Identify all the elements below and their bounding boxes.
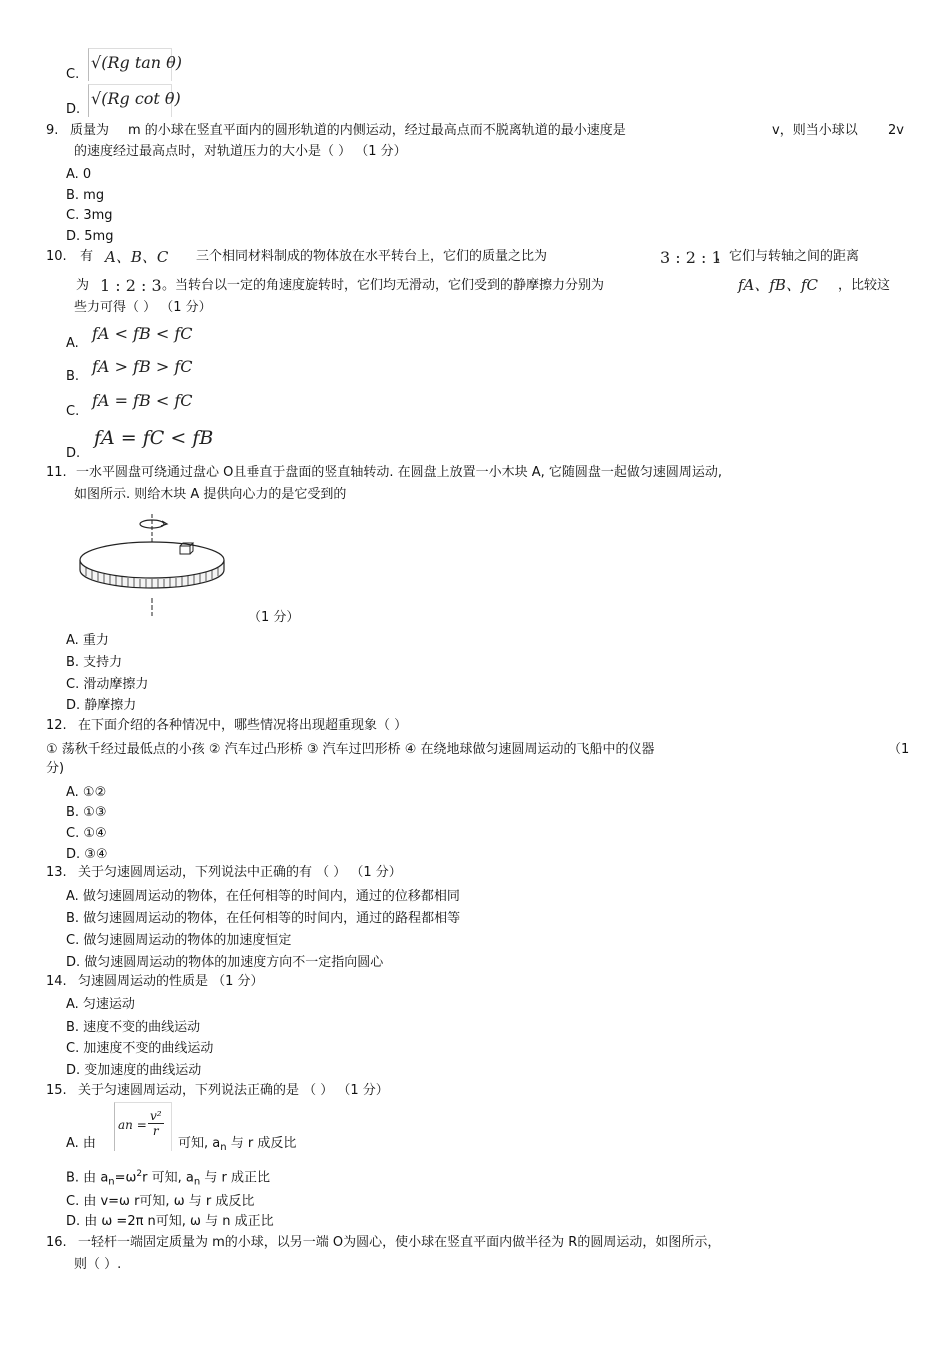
option-text-part: =ω (114, 1170, 137, 1186)
option: D. 由 ω =2π n可知, ω 与 n 成正比 (66, 1214, 274, 1229)
option: A. 重力 (66, 633, 109, 648)
option: B. 做匀速圆周运动的物体，在任何相等的时间内，通过的路程都相等 (66, 911, 461, 926)
question-text: 匀速圆周运动的性质是 （1 分） (78, 974, 264, 989)
option-label: C. (66, 67, 80, 82)
question-text: m 的小球在竖直平面内的圆形轨道的内侧运动，经过最高点而不脱离轨道的最小速度是 (128, 123, 626, 138)
option: D. 做匀速圆周运动的物体的加速度方向不一定指向圆心 (66, 955, 384, 970)
formula-text: 3 : 2 : 1 (660, 248, 722, 267)
option-text-part: 与 r 成正比 (200, 1170, 270, 1186)
subscript: n (220, 1142, 227, 1153)
question-text: 2v (888, 123, 904, 138)
question-text: 分) (46, 761, 65, 776)
wood-block (180, 546, 190, 554)
option: C. ①④ (66, 826, 107, 841)
formula-text: √(Rg cot θ) (91, 89, 181, 108)
formula-text: fA < fB < fC (92, 324, 193, 343)
question-number: 14. (46, 974, 67, 989)
question-text: 的速度经过最高点时，对轨道压力的大小是（ ） （1 分） (74, 144, 407, 159)
question-number: 9. (46, 123, 59, 138)
formula-text: √(Rg tan θ) (91, 53, 183, 72)
question-text: ① 荡秋千经过最低点的小孩 ② 汽车过凸形桥 ③ 汽车过凹形桥 ④ 在绕地球做匀速圆周运动的飞船中的仪器 (46, 742, 655, 757)
question-text: 有 (80, 249, 94, 264)
formula-image (88, 84, 181, 117)
question-number: 10. (46, 249, 67, 264)
formula-text: fA = fC < fB (94, 427, 214, 449)
option-text (178, 1135, 296, 1157)
formula-text: fA = fB < fC (92, 391, 193, 410)
formula-text: fA > fB > fC (92, 357, 193, 376)
rotating-disc-figure (76, 512, 228, 618)
question-text: 质量为 (70, 123, 110, 138)
fraction-denominator: r (152, 1124, 159, 1138)
option: B. 速度不变的曲线运动 (66, 1020, 201, 1035)
fraction-numerator: v² (150, 1109, 162, 1123)
option-label: D. (66, 446, 81, 461)
option-label: A. 由 (66, 1136, 96, 1151)
question-number: 16. (46, 1235, 67, 1250)
question-text: （1 (888, 742, 910, 757)
option-text-part: B. 由 a (66, 1170, 109, 1186)
question-text: v，则当小球以 (772, 123, 858, 138)
option: B. mg (66, 188, 105, 203)
question-text: 。当转台以一定的角速度旋转时，它们均无滑动，它们受到的静摩擦力分别为 (162, 278, 605, 293)
option: B. ①③ (66, 805, 107, 820)
formula-text: fA、fB、fC (738, 276, 818, 294)
question-text: 关于匀速圆周运动，下列说法中正确的有 （ ） （1 分） (78, 865, 402, 880)
formula-image (88, 48, 183, 81)
option: D. 静摩擦力 (66, 698, 137, 713)
subscript: n (193, 1176, 201, 1188)
question-text: 一轻杆一端固定质量为 m的小球，以另一端 O为圆心，使小球在竖直平面内做半径为 R的圆周运动，如图所示， (78, 1235, 721, 1250)
question-number: 12. (46, 718, 67, 733)
option-label: A. (66, 336, 79, 351)
question-text: 一水平圆盘可绕通过盘心 O且垂直于盘面的竖直轴转动. 在圆盘上放置一小木块 A, 它随圆盘一起做匀速圆周运动, (76, 465, 723, 480)
disc-top (80, 542, 224, 578)
option-label: C. (66, 404, 80, 419)
formula-lhs: an = (118, 1118, 147, 1132)
option: C. 做匀速圆周运动的物体的加速度恒定 (66, 933, 292, 948)
option-text-part: 与 r 成反比 (226, 1136, 297, 1151)
option: C. 3mg (66, 208, 113, 223)
question-text: 三个相同材料制成的物体放在水平转台上，它们的质量之比为 (196, 249, 548, 264)
option-label: B. (66, 369, 80, 384)
formula-image (114, 1102, 172, 1151)
formula-text: A、B、C (105, 248, 169, 266)
option: D. 5mg (66, 229, 114, 244)
option: D. ③④ (66, 847, 108, 862)
option: A. 做匀速圆周运动的物体，在任何相等的时间内，通过的位移都相同 (66, 889, 460, 904)
question-text: 则（ ）. (74, 1257, 122, 1272)
superscript: 2 (136, 1169, 143, 1179)
option: A. 匀速运动 (66, 997, 135, 1012)
question-number: 15. (46, 1083, 67, 1098)
option-text-part: 可知, a (178, 1136, 221, 1151)
option: C. 加速度不变的曲线运动 (66, 1041, 214, 1056)
question-text: 些力可得（ ） （1 分） (74, 300, 212, 315)
question-text: 为 (76, 278, 90, 293)
question-text: ，它们与转轴之间的距离 (716, 249, 860, 264)
option: A. 0 (66, 167, 92, 182)
option: C. 由 v=ω r可知, ω 与 r 成反比 (66, 1194, 255, 1209)
option: A. ①② (66, 785, 107, 800)
question-text: ，比较这 (838, 278, 891, 293)
option: C. 滑动摩擦力 (66, 677, 149, 692)
question-number: 11. (46, 465, 67, 480)
formula-text: 1 : 2 : 3 (100, 276, 162, 295)
fraction (148, 1109, 164, 1138)
option (66, 1165, 270, 1191)
option: B. 支持力 (66, 655, 123, 670)
option-text-part: r 可知, a (142, 1170, 194, 1186)
question-text: 在下面介绍的各种情况中，哪些情况将出现超重现象（ ） (78, 718, 408, 733)
score-text: （1 分） (248, 610, 300, 625)
question-number: 13. (46, 865, 67, 880)
question-text: 如图所示. 则给木块 A 提供向心力的是它受到的 (74, 487, 347, 502)
option-label: D. (66, 102, 81, 117)
option: D. 变加速度的曲线运动 (66, 1063, 202, 1078)
question-text: 关于匀速圆周运动，下列说法正确的是 （ ） （1 分） (78, 1083, 389, 1098)
subscript: n (108, 1176, 115, 1188)
